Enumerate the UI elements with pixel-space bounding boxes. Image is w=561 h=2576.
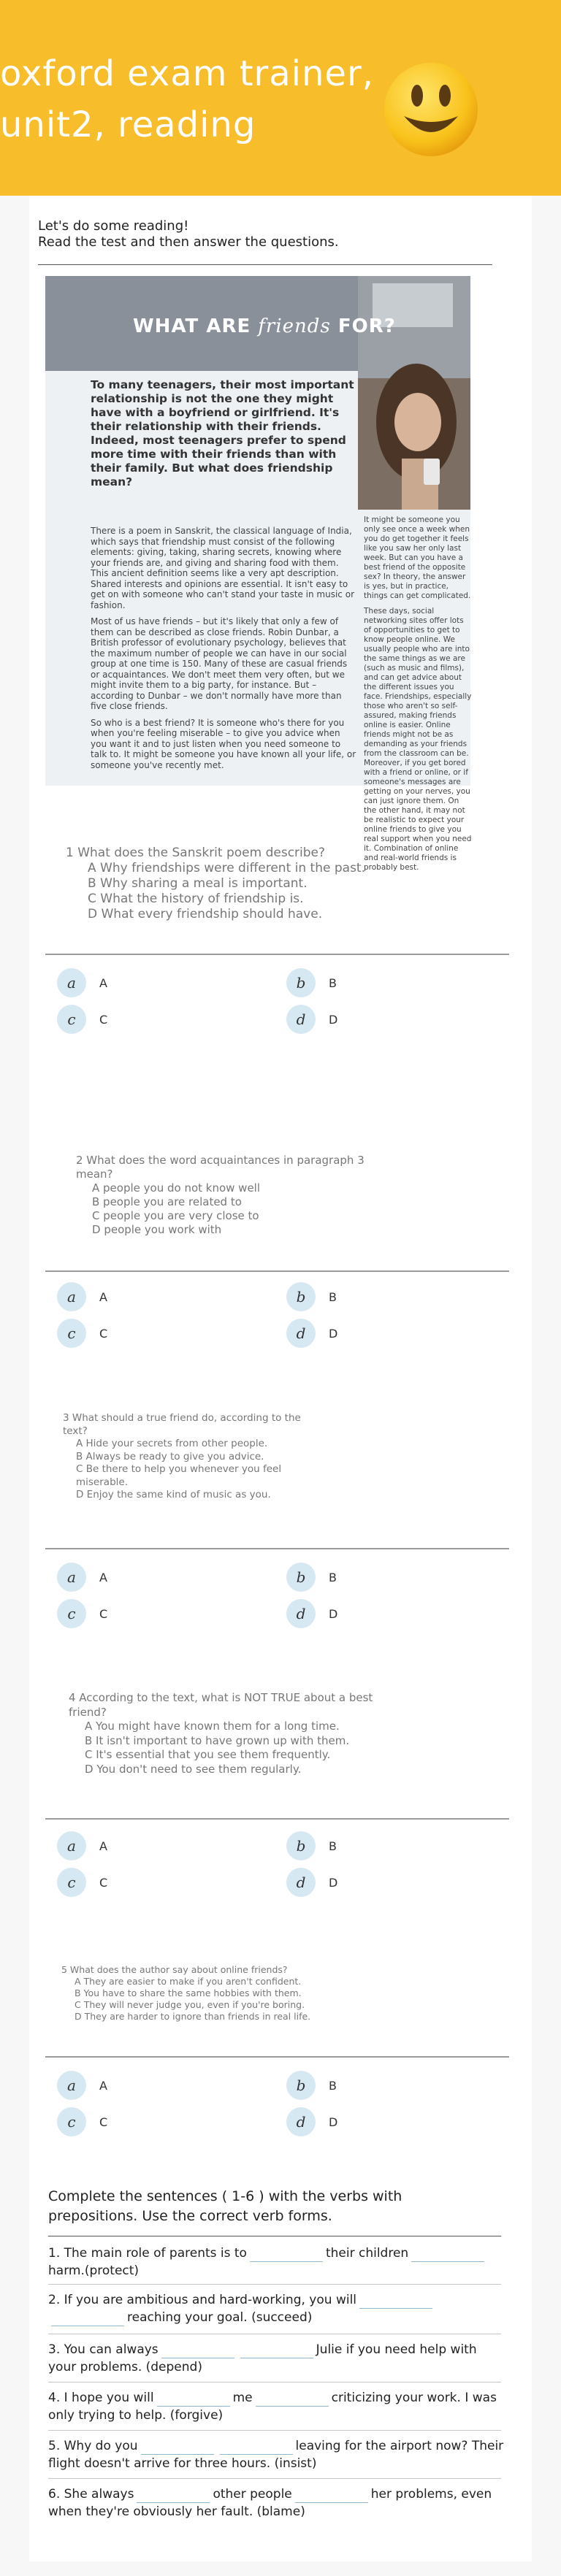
instruction-line-2: Read the test and then answer the questions. (38, 234, 339, 250)
sentence-2 (48, 2291, 505, 2326)
article-paragraph-2: Most of us have friends – but it's likely that only a few of them can be described as close friends. Robin Dunbar, a British professor of evolutionary psychology, believes that the maximum number of people we can have in our social group at one time is 150. Many of these are casual friends or acquaintances. We don't meet them very often, but we might invite them to a big party, for instance. But – according to Dunbar – we don't normally have more than five close friends. (91, 616, 348, 711)
choice-label: B (329, 975, 337, 990)
choice-d[interactable] (286, 1005, 337, 1034)
choice-c[interactable] (57, 1599, 107, 1628)
choice-label: C (99, 1875, 108, 1890)
sentence-text: reaching your goal. (succeed) (127, 2310, 313, 2325)
question-option: D They are harder to ignore than friends in real life. (75, 2011, 311, 2022)
question-option: B people you are related to (92, 1195, 242, 1208)
answer-blank[interactable] (240, 2345, 313, 2358)
answer-blank[interactable] (256, 2393, 329, 2407)
answer-blank[interactable] (295, 2489, 368, 2503)
choice-label: B (329, 2078, 337, 2093)
choice-bubble: d (286, 2107, 316, 2136)
choice-label: C (99, 1606, 108, 1621)
question-option: A They are easier to make if you aren't confident. (75, 1976, 302, 1987)
article-title-italic: friends (258, 315, 331, 337)
question-option: A You might have known them for a long time. (85, 1720, 340, 1733)
sentence-text: harm.(protect) (48, 2263, 140, 2278)
question-text: 5 What does the author say about online friends? (61, 1964, 288, 1975)
sentence-text: 3. You can always (48, 2342, 159, 2357)
sentence-6 (48, 2485, 505, 2521)
question-option: A Hide your secrets from other people. (76, 1438, 268, 1449)
title-line-2: unit2, reading (0, 104, 256, 145)
choice-bubble: c (57, 2107, 86, 2136)
sentence-text: leaving for the airport now? Their flight doesn't arrive for three hours. (insist) (48, 2439, 504, 2471)
smiley-face-icon (382, 61, 480, 158)
answer-blank[interactable] (137, 2489, 210, 2503)
sentence-text: other people (213, 2487, 292, 2502)
article-paragraph-1: There is a poem in Sanskrit, the classical language of India, which says that friendship must consist of the following elements: giving, taking, sharing secrets, knowing where your friends are, and giving and sharing food with them. This ancient definition seems like a very apt description. Shared interests and opinions are essential. It isn't easy to get on with someone who can't stand your taste in music or fashion. (91, 526, 354, 610)
choice-c[interactable] (57, 1868, 107, 1897)
choice-a[interactable] (57, 1563, 107, 1592)
choice-d[interactable] (286, 1599, 337, 1628)
choice-a[interactable] (57, 968, 107, 997)
choice-d[interactable] (286, 1868, 337, 1897)
answer-blank[interactable] (161, 2345, 234, 2358)
divider (45, 954, 509, 955)
choice-label: D (329, 2115, 338, 2129)
question-1 (66, 846, 402, 922)
divider (45, 1548, 509, 1549)
choice-label: C (99, 1012, 108, 1027)
choice-label: C (99, 2115, 108, 2129)
choice-label: D (329, 1326, 338, 1341)
choice-c[interactable] (57, 2107, 107, 2136)
page-title (0, 48, 438, 150)
sentence-text: Julie if you need help with your problems. (depend) (48, 2342, 477, 2374)
choice-b[interactable] (286, 1831, 337, 1860)
sentence-text: 6. She always (48, 2487, 134, 2502)
question-option: B You have to share the same hobbies with them. (75, 1987, 302, 1998)
question-2 (76, 1154, 397, 1237)
sentence-text: 1. The main role of parents is to (48, 2246, 247, 2261)
title-line-1: oxford exam trainer, (0, 53, 374, 94)
divider (38, 264, 492, 265)
choice-bubble: b (286, 968, 316, 997)
choice-bubble: d (286, 1005, 316, 1034)
sentence-5 (48, 2437, 505, 2472)
answer-blank[interactable] (359, 2295, 432, 2309)
question-3 (63, 1412, 304, 1502)
choice-bubble: b (286, 1831, 316, 1860)
question-option: C What the history of friendship is. (88, 892, 304, 906)
divider (45, 2056, 509, 2058)
choice-label: A (99, 1839, 107, 1853)
sentence-text: me (232, 2391, 253, 2405)
choice-label: D (329, 1875, 338, 1890)
instruction-line-1: Let's do some reading! (38, 218, 189, 234)
question-option: D people you work with (92, 1223, 222, 1236)
divider (45, 1818, 509, 1820)
choice-c[interactable] (57, 1319, 107, 1348)
article-title-prefix: WHAT ARE (133, 315, 251, 337)
question-option: D What every friendship should have. (88, 907, 323, 921)
sentence-text: 5. Why do you (48, 2439, 138, 2453)
complete-instruction (48, 2187, 402, 2226)
choice-a[interactable] (57, 1282, 107, 1311)
answer-blank[interactable] (157, 2393, 230, 2407)
question-option: B Always be ready to give you advice. (76, 1450, 264, 1463)
choice-bubble: d (286, 1599, 316, 1628)
choice-label: B (329, 1839, 337, 1853)
question-option: A Why friendships were different in the past. (88, 861, 365, 875)
question-option: C They will never judge you, even if you're boring. (75, 1999, 305, 2010)
question-text: 4 According to the text, what is NOT TRUE about a best friend? (69, 1691, 373, 1719)
complete-instruction-line-2: prepositions. Use the correct verb forms. (48, 2208, 332, 2224)
page-header (0, 0, 561, 196)
sentence-text: 4. I hope you will (48, 2391, 154, 2405)
question-option: A people you do not know well (92, 1181, 261, 1195)
choice-bubble: b (286, 1563, 316, 1592)
choice-bubble: c (57, 1599, 86, 1628)
answer-blank[interactable] (250, 2248, 323, 2262)
question-option: C people you are very close to (92, 1209, 259, 1222)
choice-label: A (99, 2078, 107, 2093)
question-text: 3 What should a true friend do, according to the text? (63, 1412, 301, 1437)
sentence-3 (48, 2341, 505, 2376)
divider (45, 1270, 509, 1272)
choice-a[interactable] (57, 1831, 107, 1860)
article-lead: To many teenagers, their most important relationship is not the one they might have with a boyfriend or girlfriend. It's their relationship with their friends. Indeed, most teenagers prefer to spend more time with their friends than with their family. But what does friendship mean? (91, 378, 354, 488)
choice-a[interactable] (57, 2071, 107, 2100)
choice-bubble: c (57, 1868, 86, 1897)
sentence-text: their children (325, 2246, 409, 2261)
choice-label: B (329, 1570, 337, 1584)
article-paragraph-3: So who is a best friend? It is someone who's there for you when you're feeling miserable – to give you advice when you want it and to just listen when you need someone to talk to. It might be someone you have known all your life, or someone you've recently met. (91, 717, 356, 770)
question-text: 2 What does the word acquaintances in paragraph 3 mean? (76, 1154, 365, 1181)
sentence-text: 2. If you are ambitious and hard-working, you will (48, 2293, 357, 2307)
article-right-paragraph-1: It might be someone you only see once a week when you do get together it feels like you saw her only last week. But can you have a best friend of the opposite sex? In theory, the answer is yes, but in practice, things can get complicated. (364, 515, 471, 600)
choice-bubble: c (57, 1005, 86, 1034)
complete-instruction-line-1: Complete the sentences ( 1-6 ) with the verbs with (48, 2188, 402, 2204)
choice-bubble: a (57, 1282, 86, 1311)
question-option: D You don't need to see them regularly. (85, 1762, 302, 1776)
choice-b[interactable] (286, 2071, 337, 2100)
choice-b[interactable] (286, 1282, 337, 1311)
choice-bubble: d (286, 1319, 316, 1348)
answer-blank[interactable] (51, 2312, 124, 2326)
choice-label: C (99, 1326, 108, 1341)
choice-bubble: a (57, 2071, 86, 2100)
question-option: B Why sharing a meal is important. (88, 876, 308, 891)
article-title (133, 315, 396, 337)
sentence-text: criticizing your work. I was only trying to help. (forgive) (48, 2391, 497, 2423)
answer-blank[interactable] (411, 2248, 484, 2262)
question-option: C It's essential that you see them frequently. (85, 1748, 331, 1761)
question-option: D Enjoy the same kind of music as you. (76, 1489, 271, 1500)
choice-d[interactable] (286, 1319, 337, 1348)
divider (48, 2284, 501, 2285)
question-5 (61, 1964, 383, 2023)
choice-b[interactable] (286, 1563, 337, 1592)
choice-label: D (329, 1606, 338, 1621)
choice-bubble: a (57, 1563, 86, 1592)
article-right-column (364, 515, 473, 878)
choice-b[interactable] (286, 968, 337, 997)
divider (48, 2430, 501, 2431)
choice-d[interactable] (286, 2107, 337, 2136)
choice-label: A (99, 1289, 107, 1304)
article-right-paragraph-2: These days, social networking sites offer lots of opportunities to get to know people online. We usually people who are into the same things as we are (such as music and films), and can get advice about the different issues you face. Friendships, especially those who aren't so self-assured, making friends online is easier. Online friends might not be as demanding as your friends from the classroom can be. Moreover, if you get bored with a friend or online, or if someone's messages are getting on your nerves, you can just ignore them. On the other hand, it may not be realistic to expect your online friends to give you real support when you need it. Combination of online and real-world friends is probably best. (364, 607, 472, 872)
question-option: B It isn't important to have grown up with them. (85, 1733, 350, 1747)
article-left-column (91, 526, 357, 776)
question-text: 1 What does the Sanskrit poem describe? (66, 846, 326, 860)
question-4 (69, 1691, 375, 1776)
choice-bubble: c (57, 1319, 86, 1348)
choice-label: A (99, 975, 107, 990)
sentence-text: her problems, even when they're obviously her fault. (blame) (48, 2487, 492, 2519)
choice-bubble: a (57, 1831, 86, 1860)
choice-bubble: b (286, 2071, 316, 2100)
divider (48, 2382, 501, 2383)
choice-label: A (99, 1570, 107, 1584)
answer-blank[interactable] (141, 2441, 214, 2455)
choice-c[interactable] (57, 1005, 107, 1034)
answer-blank[interactable] (220, 2441, 293, 2455)
choice-label: B (329, 1289, 337, 1304)
choice-bubble: a (57, 968, 86, 997)
girl-with-phone-photo (358, 276, 470, 510)
article-title-suffix: FOR? (337, 315, 396, 337)
choice-bubble: d (286, 1868, 316, 1897)
question-option: C Be there to help you whenever you feel miserable. (76, 1463, 282, 1488)
sentence-4 (48, 2389, 505, 2424)
article-photo (358, 276, 470, 510)
choice-bubble: b (286, 1282, 316, 1311)
sentence-1 (48, 2245, 505, 2280)
divider (48, 2478, 501, 2479)
choice-label: D (329, 1012, 338, 1027)
